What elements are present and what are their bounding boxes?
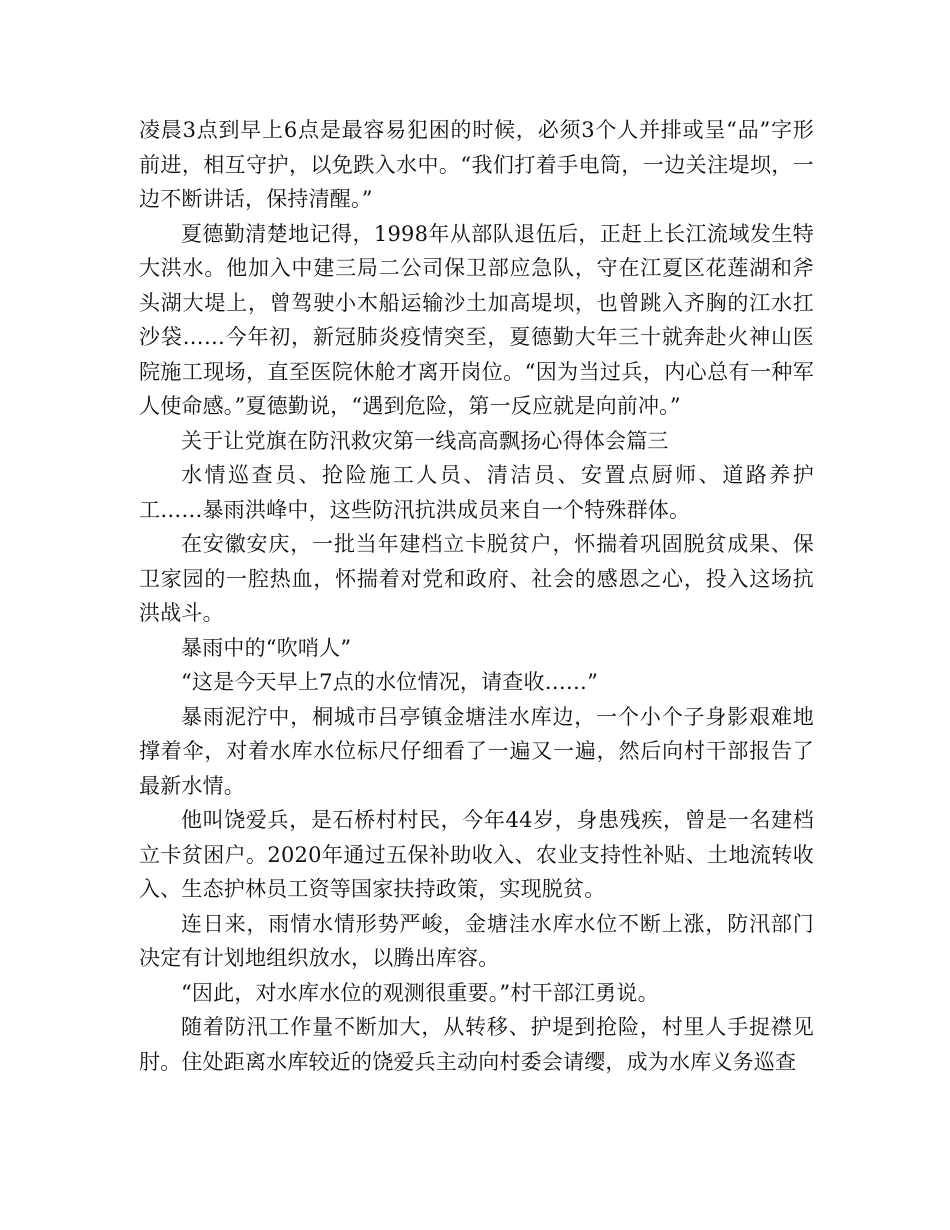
paragraph-12: 随着防汛工作量不断加大，从转移、护堤到抢险，村里人手捉襟见肘。住处距离水库较近的饶爱兵主动向村委会请缨，成为水库义务巡查: [139, 1015, 814, 1074]
paragraph-4: 水情巡查员、抢险施工人员、清洁员、安置点厨师、道路养护工……暴雨洪峰中，这些防汛抗洪成员来自一个特殊群体。: [139, 463, 814, 522]
paragraph-10: 连日来，雨情水情形势严峻，金塘洼水库水位不断上涨，防汛部门决定有计划地组织放水，以腾出库容。: [139, 911, 814, 970]
paragraph-11: “因此，对水库水位的观测很重要。”村干部江勇说。: [181, 980, 659, 1005]
paragraph-9: 他叫饶爱兵，是石桥村村民，今年44岁，身患残疾，曾是一名建档立卡贫困户。2020年通过五保补助收入、农业支持性补贴、土地流转收入、生态护林员工资等国家扶持政策，实现脱贫。: [139, 808, 814, 901]
subheading-whistleblower: 暴雨中的“吹哨人”: [181, 635, 352, 660]
section-heading: 关于让党旗在防汛救灾第一线高高飘扬心得体会篇三: [181, 428, 669, 453]
paragraph-2: 夏德勤清楚地记得，1998年从部队退伍后，正赶上长江流域发生特大洪水。他加入中建三局二公司保卫部应急队，守在江夏区花莲湖和斧头湖大堤上，曾驾驶小木船运输沙土加高堤坝，也曾跳入齐胸的江水扛沙袋……今年初，新冠肺炎疫情突至，夏德勤大年三十就奔赴火神山医院施工现场，直至医院休舱才离开岗位。“因为当过兵，内心总有一种军人使命感。”夏德勤说，“遇到危险，第一反应就是向前冲。”: [139, 221, 814, 418]
paragraph-8: 暴雨泥泞中，桐城市吕亭镇金塘洼水库边，一个小个子身影艰难地撑着伞，对着水库水位标尺仔细看了一遍又一遍，然后向村干部报告了最新水情。: [139, 704, 814, 798]
paragraph-7: “这是今天早上7点的水位情况，请查收……”: [181, 670, 599, 694]
document-body: [139, 113, 814, 1079]
paragraph-5: 在安徽安庆，一批当年建档立卡脱贫户，怀揣着巩固脱贫成果、保卫家园的一腔热血，怀揣着对党和政府、社会的感恩之心，投入这场抗洪战斗。: [139, 532, 814, 625]
paragraph-1: 凌晨3点到早上6点是最容易犯困的时候，必须3个人并排或呈“品”字形前进，相互守护，以免跌入水中。“我们打着手电筒，一边关注堤坝，一边不断讲话，保持清醒。”: [139, 118, 814, 211]
